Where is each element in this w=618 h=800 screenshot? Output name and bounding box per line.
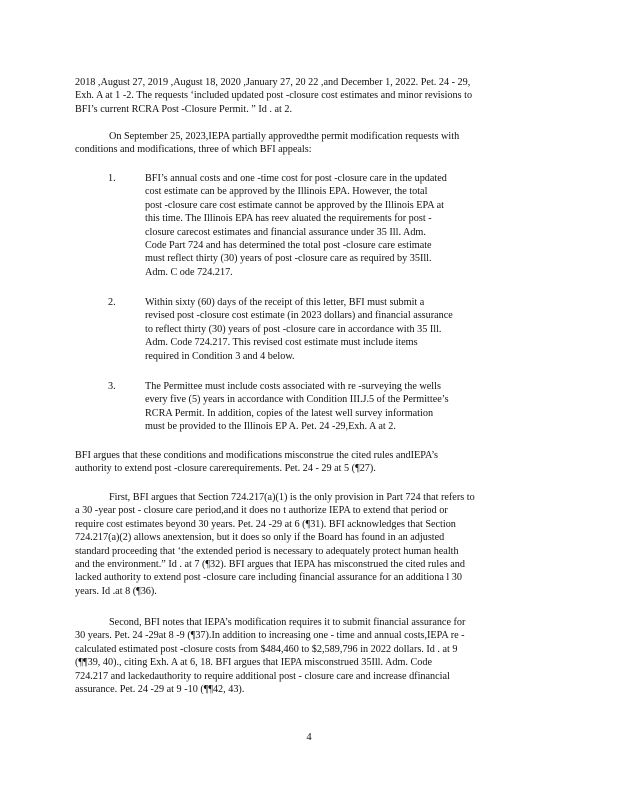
condition-text: The Permittee must include costs associated with re -surveying the wells every five (5) years in accordance with Condition III.J.5 of the Permittee’s RCRA Permit. In addition, copies of the latest well survey information must be provided to the Illinois EP A. Pet. 24 -29,Exh. A at 2. bbox=[145, 381, 449, 433]
condition-number: 1. bbox=[108, 173, 116, 184]
condition-text: Within sixty (60) days of the receipt of this letter, BFI must submit a revised post -closure cost estimate (in 2023 dollars) and financial assurance to reflect thirty (30) years of post -closure care in accordance with 35 Ill. Adm. Code 724.217. This revised cost estimate must include items required in Condition 3 and 4 below. bbox=[145, 297, 453, 362]
paragraph-continuation: 2018 ,August 27, 2019 ,August 18, 2020 ,January 27, 20 22 ,and December 1, 2022. Pet. 24 - 29, Exh. A at 1 -2. The requests ‘included updated post -closure cost estimates and minor revisions to BFI’s current RCRA Post -Closure Permit. ” Id . at 2. bbox=[75, 77, 473, 115]
paragraph-second-argument: Second, BFI notes that IEPA’s modification requires it to submit financial assurance for 30 years. Pet. 24 -29at 8 -9 (¶37).In addition to increasing one - time and annual costs,IEPA re - calculated estimated post -closure costs from $484,460 to $2,589,796 in 2022 dollars. Id . at 9 (¶¶39, 40)., citing Exh. A at 6, 18. BFI argues that IEPA misconstrued 35Ill. Adm. Code 724.217 and lackedauthority to require additional post - closure care and increase dfinancial assurance. Pet. 24 -29 at 9 -10 (¶¶42, 43). bbox=[75, 617, 466, 696]
condition-number: 3. bbox=[108, 381, 116, 392]
condition-text: BFI’s annual costs and one -time cost for post -closure care in the updated cost estimate can be approved by the Illinois EPA. However, the total post -closure care cost estimate cannot be approved by the Illinois EPA at this time. The Illinois EPA has reev aluated the requirements for post - closure carecost estimates and financial assurance under 35 Ill. Adm. Code Part 724 and has determined the total post -closure care estimate must reflect thirty (30) years of post -closure care as required by 35Ill. Adm. C ode 724.217. bbox=[145, 173, 447, 278]
page-number: 4 bbox=[306, 732, 312, 743]
paragraph-september-approval: On September 25, 2023,IEPA partially approvedthe permit modification requests with conditions and modifications, three of which BFI appeals: bbox=[75, 131, 460, 156]
paragraph-first-argument: First, BFI argues that Section 724.217(a)(1) is the only provision in Part 724 that refers to a 30 -year post - closure care period,and it does no t authorize IEPA to extend that period or require cost estimates beyond 30 years. Pet. 24 -29 at 6 (¶31). BFI acknowledges that Section 724.217(a)(2) allows anextension, but it does so only if the Board has found in an adjusted standard proceeding that ‘the extended period is necessary to adequately protect human health and the environment.” Id . at 7 (¶32). BFI argues that IEPA has misconstrued the cited rules and lacked authority to extend post -closure care including financial assurance for an additiona l 30 years. Id .at 8 (¶36). bbox=[75, 492, 475, 597]
condition-number: 2. bbox=[108, 297, 116, 308]
paragraph-bfi-argues: BFI argues that these conditions and modifications misconstrue the cited rules andIEPA’s authority to extend post -closure carerequirements. Pet. 24 - 29 at 5 (¶27). bbox=[75, 450, 439, 475]
